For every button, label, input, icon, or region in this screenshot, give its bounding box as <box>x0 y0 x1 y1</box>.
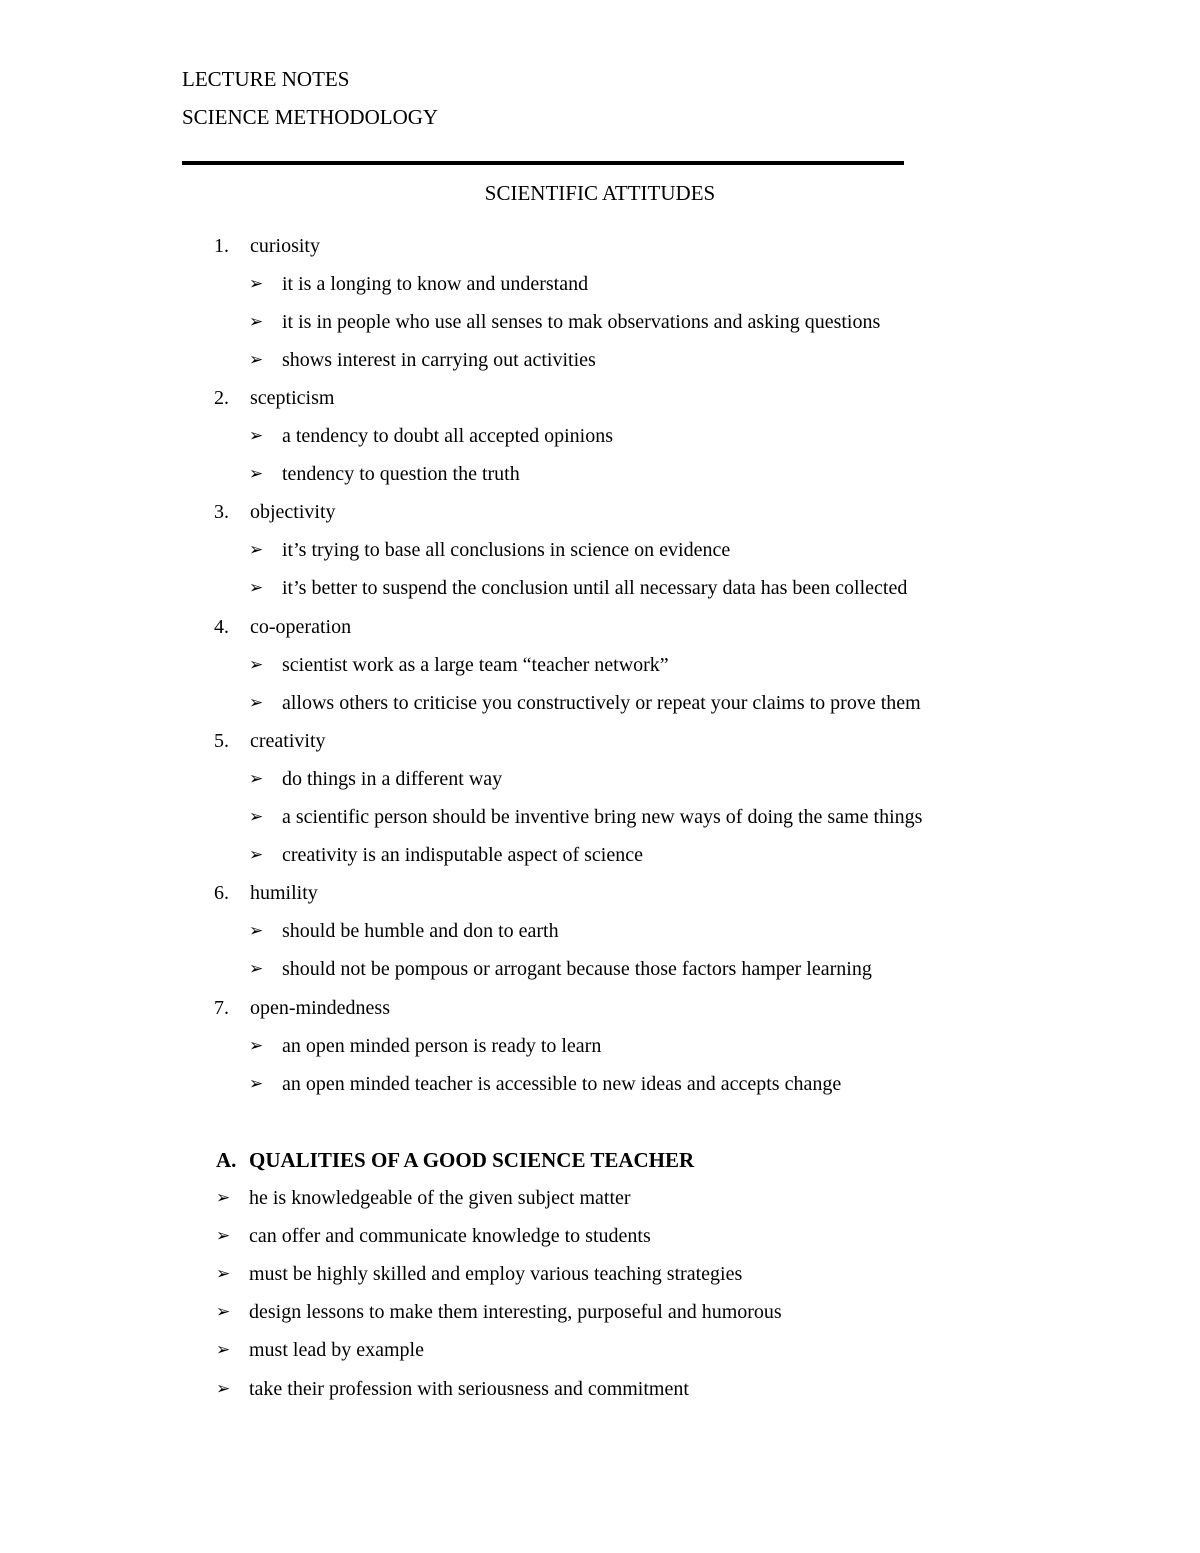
header-title: LECTURE NOTES <box>182 67 350 91</box>
section-heading: QUALITIES OF A GOOD SCIENCE TEACHER <box>249 1148 695 1172</box>
list-item: allows others to criticise you constructively or repeat your claims to prove them <box>282 692 921 714</box>
list-item: tendency to question the truth <box>282 463 520 485</box>
attitude-label: objectivity <box>250 501 336 523</box>
arrow-bullet-icon: ➢ <box>249 959 264 978</box>
attitude-label: scepticism <box>250 387 335 409</box>
horizontal-rule <box>182 161 904 165</box>
arrow-bullet-icon: ➢ <box>249 921 264 940</box>
attitude-label: open-mindedness <box>250 997 390 1019</box>
list-item: can offer and communicate knowledge to students <box>249 1225 651 1247</box>
list-item: it is in people who use all senses to mak observations and asking questions <box>282 311 881 333</box>
section-letter: A. <box>216 1148 237 1172</box>
arrow-bullet-icon: ➢ <box>249 578 264 597</box>
list-item: should not be pompous or arrogant because those factors hamper learning <box>282 958 872 980</box>
arrow-bullet-icon: ➢ <box>249 845 264 864</box>
arrow-bullet-icon: ➢ <box>249 350 264 369</box>
list-item: an open minded teacher is accessible to new ideas and accepts change <box>282 1073 842 1095</box>
attitude-label: creativity <box>250 730 326 752</box>
arrow-bullet-icon: ➢ <box>216 1264 231 1283</box>
list-number: 6. <box>214 882 229 904</box>
arrow-bullet-icon: ➢ <box>249 540 264 559</box>
arrow-bullet-icon: ➢ <box>249 1074 264 1093</box>
arrow-bullet-icon: ➢ <box>249 693 264 712</box>
arrow-bullet-icon: ➢ <box>216 1379 231 1398</box>
list-item: design lessons to make them interesting, purposeful and humorous <box>249 1301 782 1323</box>
list-item: scientist work as a large team “teacher network” <box>282 654 669 676</box>
list-number: 4. <box>214 616 229 638</box>
list-item: should be humble and don to earth <box>282 920 559 942</box>
arrow-bullet-icon: ➢ <box>249 464 264 483</box>
list-item: a scientific person should be inventive bring new ways of doing the same things <box>282 806 923 828</box>
section-title: SCIENTIFIC ATTITUDES <box>484 181 716 205</box>
attitude-label: curiosity <box>250 235 320 257</box>
arrow-bullet-icon: ➢ <box>216 1340 231 1359</box>
arrow-bullet-icon: ➢ <box>216 1188 231 1207</box>
list-item: it is a longing to know and understand <box>282 273 589 295</box>
list-item: must be highly skilled and employ various teaching strategies <box>249 1263 743 1285</box>
header-subtitle: SCIENCE METHODOLOGY <box>182 105 439 129</box>
arrow-bullet-icon: ➢ <box>249 655 264 674</box>
arrow-bullet-icon: ➢ <box>249 769 264 788</box>
arrow-bullet-icon: ➢ <box>216 1226 231 1245</box>
list-number: 1. <box>214 235 229 257</box>
arrow-bullet-icon: ➢ <box>249 312 264 331</box>
list-number: 2. <box>214 387 229 409</box>
list-number: 5. <box>214 730 229 752</box>
list-number: 7. <box>214 997 229 1019</box>
arrow-bullet-icon: ➢ <box>216 1302 231 1321</box>
list-item: it’s trying to base all conclusions in science on evidence <box>282 539 731 561</box>
arrow-bullet-icon: ➢ <box>249 426 264 445</box>
list-item: must lead by example <box>249 1339 424 1361</box>
attitude-label: co-operation <box>250 616 352 638</box>
list-item: it’s better to suspend the conclusion until all necessary data has been collected <box>282 577 908 599</box>
list-item: take their profession with seriousness and commitment <box>249 1378 689 1400</box>
list-item: an open minded person is ready to learn <box>282 1035 602 1057</box>
list-item: creativity is an indisputable aspect of science <box>282 844 643 866</box>
list-item: shows interest in carrying out activities <box>282 349 596 371</box>
arrow-bullet-icon: ➢ <box>249 274 264 293</box>
attitude-label: humility <box>250 882 318 904</box>
arrow-bullet-icon: ➢ <box>249 1036 264 1055</box>
list-item: do things in a different way <box>282 768 503 790</box>
list-item: a tendency to doubt all accepted opinions <box>282 425 614 447</box>
list-item: he is knowledgeable of the given subject matter <box>249 1187 631 1209</box>
list-number: 3. <box>214 501 229 523</box>
arrow-bullet-icon: ➢ <box>249 807 264 826</box>
